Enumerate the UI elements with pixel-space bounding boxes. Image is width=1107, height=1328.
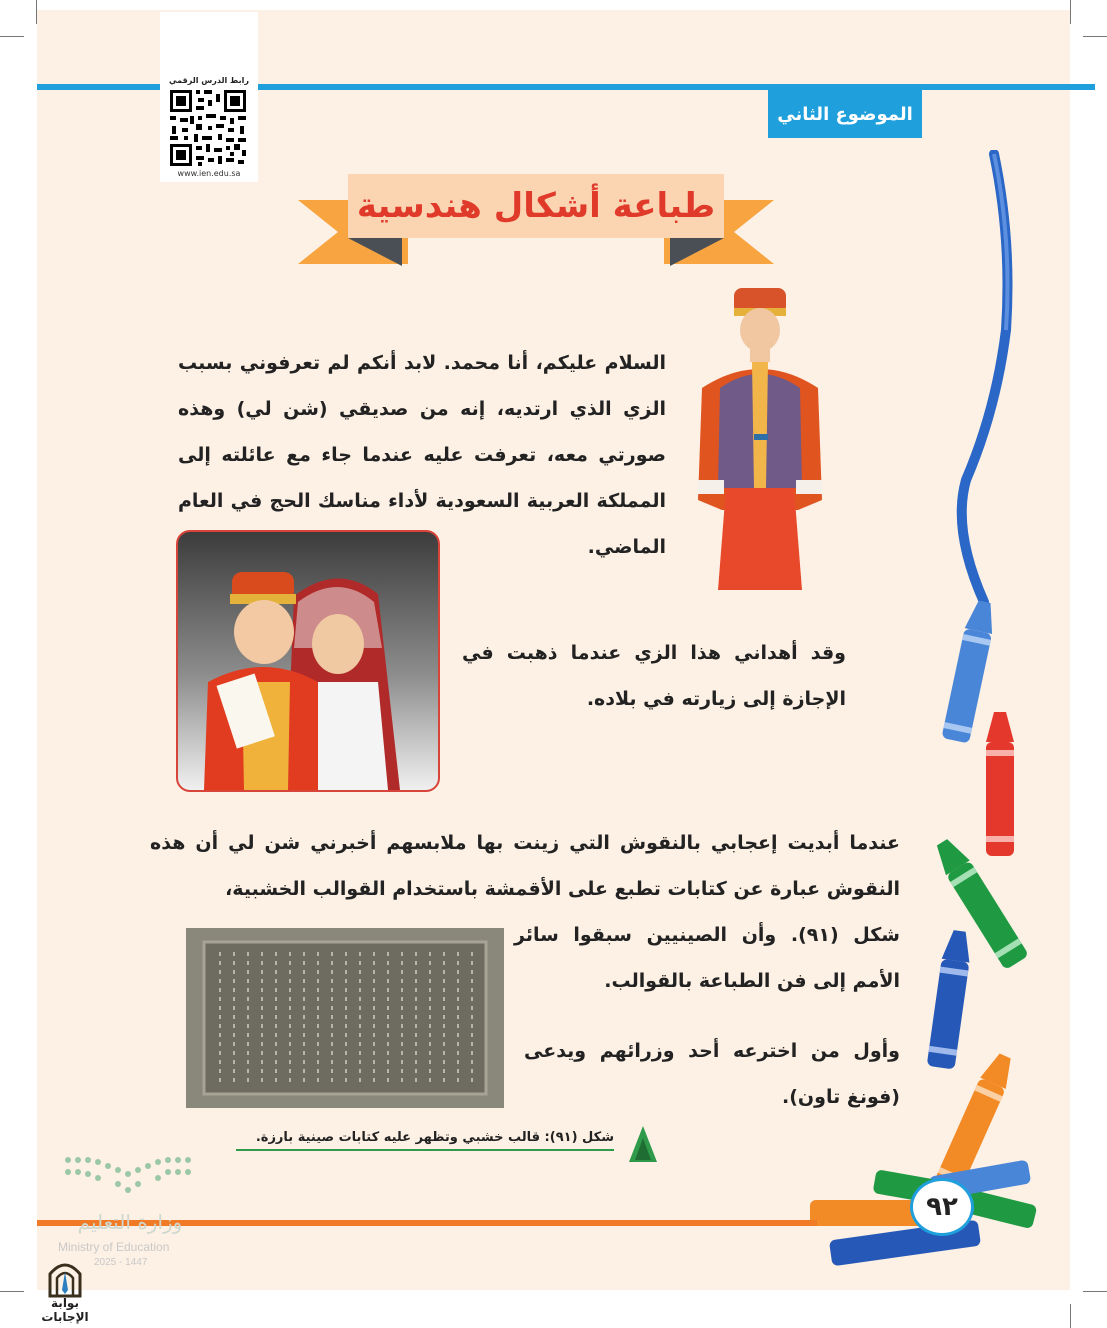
crop-mark — [1083, 36, 1107, 37]
man-in-chinese-costume-photo — [690, 284, 830, 594]
navy-crayon-icon — [927, 929, 974, 1070]
qr-card[interactable] — [160, 12, 258, 182]
qr-code-icon[interactable] — [168, 88, 248, 168]
red-crayon-icon — [986, 712, 1014, 856]
blue-stream-decoration — [950, 150, 1030, 610]
intro-paragraph: السلام عليكم، أنا محمد. لابد أنكم لم تعرفوني بسبب الزي الذي ارتديه، إنه من صديقي (شن لي) وهذه صورتي معه، تعرفت عليه عندما جاء مع عائلته إلى المملكة العربية السعودية لأداء مناسك الحج في العام الماضي. — [178, 352, 666, 558]
figure-caption: شكل (٩١): قالب خشبي وتظهر عليه كتابات صينية بارزة. — [236, 1130, 614, 1151]
topic-tab-label: الموضوع الثاني — [777, 103, 913, 125]
wooden-block-photo — [186, 928, 504, 1108]
crayons-decoration — [790, 600, 1050, 1280]
edition-year: 2025 - 1447 — [94, 1257, 148, 1268]
topic-tab — [768, 90, 922, 138]
inventor-paragraph: وأول من اخترعه أحد وزرائهم ويدعى (فونغ تاون). — [524, 1040, 900, 1108]
ministry-name-english: Ministry of Education — [58, 1240, 170, 1254]
green-crayon-icon — [930, 835, 1029, 970]
watermark-label[interactable]: بوابة الإجابات — [41, 1296, 89, 1324]
children-friends-photo — [176, 530, 440, 792]
carved-block-illustration — [186, 928, 504, 1108]
ministry-logo-icon — [62, 1154, 198, 1198]
blue-crayon-icon — [941, 600, 998, 744]
triangle-figure-icon — [628, 1124, 658, 1164]
gift-paragraph: وقد أهداني هذا الزي عندما ذهبت في الإجازة إلى زيارته في بلاده. — [462, 642, 846, 710]
engraving-paragraph: عندما أبديت إعجابي بالنقوش التي زينت بها ملابسهم أخبرني شن لي أن هذه النقوش عبارة عن كتابات تطبع على الأقمشة باستخدام القوالب الخشبية، — [150, 832, 900, 900]
qr-url[interactable]: www.ien.edu.sa — [177, 169, 241, 178]
chinese-paragraph: شكل (٩١). وأن الصينيين سبقوا سائر الأمم إلى فن الطباعة بالقوالب. — [514, 924, 900, 992]
qr-label: رابط الدرس الرقمي — [169, 76, 249, 85]
children-illustration — [178, 532, 438, 790]
crop-mark — [1070, 1304, 1071, 1328]
gate-logo-icon[interactable] — [44, 1256, 86, 1298]
crop-mark — [0, 36, 24, 37]
crop-mark — [0, 1291, 24, 1292]
title-ribbon — [298, 170, 774, 270]
page-title: طباعة أشكال هندسية — [356, 186, 716, 226]
ministry-name-arabic: وزارة التعليم — [77, 1210, 183, 1234]
crop-mark — [1083, 1291, 1107, 1292]
page-number: ٩٢ — [910, 1178, 974, 1236]
crop-mark — [1070, 0, 1071, 24]
